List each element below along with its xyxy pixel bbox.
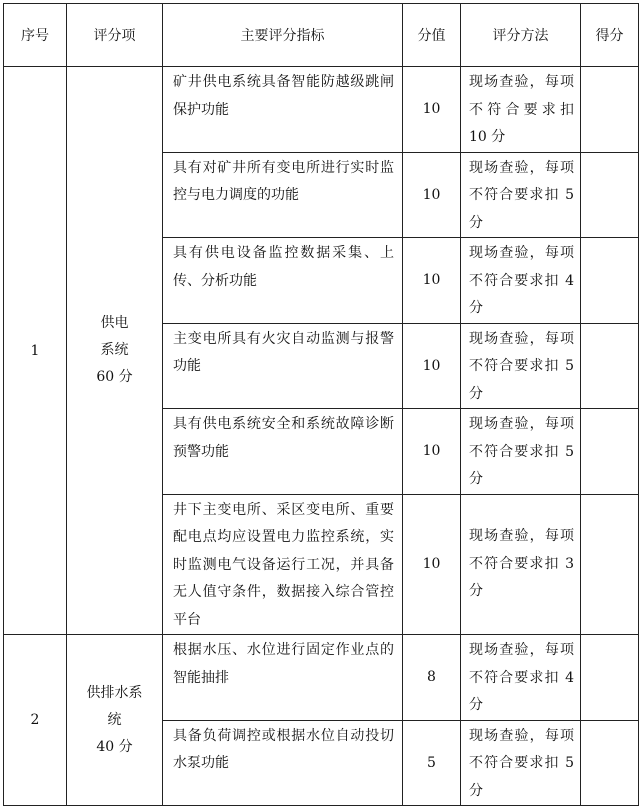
score-cell: 10 [403, 323, 461, 409]
category-line: 供排水系 [86, 684, 143, 701]
indicator-cell: 具有供电设备监控数据采集、上传、分析功能 [163, 238, 403, 324]
result-cell[interactable] [581, 238, 639, 324]
indicator-cell: 具有对矿井所有变电所进行实时监控与电力调度的功能 [163, 152, 403, 238]
method-cell: 现场查验，每项不符合要求扣 5 分 [461, 720, 581, 806]
result-cell[interactable] [581, 494, 639, 635]
method-cell: 现场查验，每项不符合要求扣 5 分 [461, 323, 581, 409]
seq-cell: 2 [4, 635, 67, 806]
result-cell[interactable] [581, 152, 639, 238]
indicator-cell: 根据水压、水位进行固定作业点的智能抽排 [163, 635, 403, 721]
seq-cell: 1 [4, 67, 67, 635]
category-line: 40 分 [96, 738, 133, 755]
scoring-table [3, 3, 639, 806]
score-cell: 10 [403, 152, 461, 238]
method-cell: 现场查验，每项不符合要求扣 5 分 [461, 152, 581, 238]
method-cell: 现场查验，每项不符合要求扣 10 分 [461, 67, 581, 153]
header-method: 评分方法 [461, 4, 581, 67]
category-line: 60 分 [96, 369, 133, 385]
result-cell[interactable] [581, 720, 639, 806]
category-line: 系统 [100, 342, 129, 358]
score-cell: 10 [403, 67, 461, 153]
table-row [4, 635, 639, 721]
score-cell: 5 [403, 720, 461, 806]
score-cell: 10 [403, 409, 461, 495]
score-cell: 10 [403, 238, 461, 324]
header-seq: 序号 [4, 4, 67, 67]
method-cell: 现场查验，每项不符合要求扣 4 分 [461, 238, 581, 324]
header-score: 分值 [403, 4, 461, 67]
result-cell[interactable] [581, 635, 639, 721]
result-cell[interactable] [581, 323, 639, 409]
header-result: 得分 [581, 4, 639, 67]
indicator-cell: 矿井供电系统具备智能防越级跳闸保护功能 [163, 67, 403, 153]
header-item: 评分项 [67, 4, 163, 67]
method-cell: 现场查验，每项不符合要求扣 3 分 [461, 494, 581, 635]
method-cell: 现场查验，每项不符合要求扣 4 分 [461, 635, 581, 721]
indicator-cell: 主变电所具有火灾自动监测与报警功能 [163, 323, 403, 409]
category-cell [67, 635, 163, 806]
category-line: 供电 [100, 315, 129, 331]
table-row [4, 67, 639, 153]
method-cell: 现场查验，每项不符合要求扣 5 分 [461, 409, 581, 495]
score-cell: 10 [403, 494, 461, 635]
category-cell [67, 67, 163, 635]
score-cell: 8 [403, 635, 461, 721]
indicator-cell: 具有供电系统安全和系统故障诊断预警功能 [163, 409, 403, 495]
header-row [4, 4, 639, 67]
indicator-cell: 井下主变电所、采区变电所、重要配电点均应设置电力监控系统，实时监测电气设备运行工况，并具备无人值守条件，数据接入综合管控平台 [163, 494, 403, 635]
category-line: 统 [107, 711, 122, 728]
header-indicator: 主要评分指标 [163, 4, 403, 67]
result-cell[interactable] [581, 67, 639, 153]
result-cell[interactable] [581, 409, 639, 495]
indicator-cell: 具备负荷调控或根据水位自动投切水泵功能 [163, 720, 403, 806]
